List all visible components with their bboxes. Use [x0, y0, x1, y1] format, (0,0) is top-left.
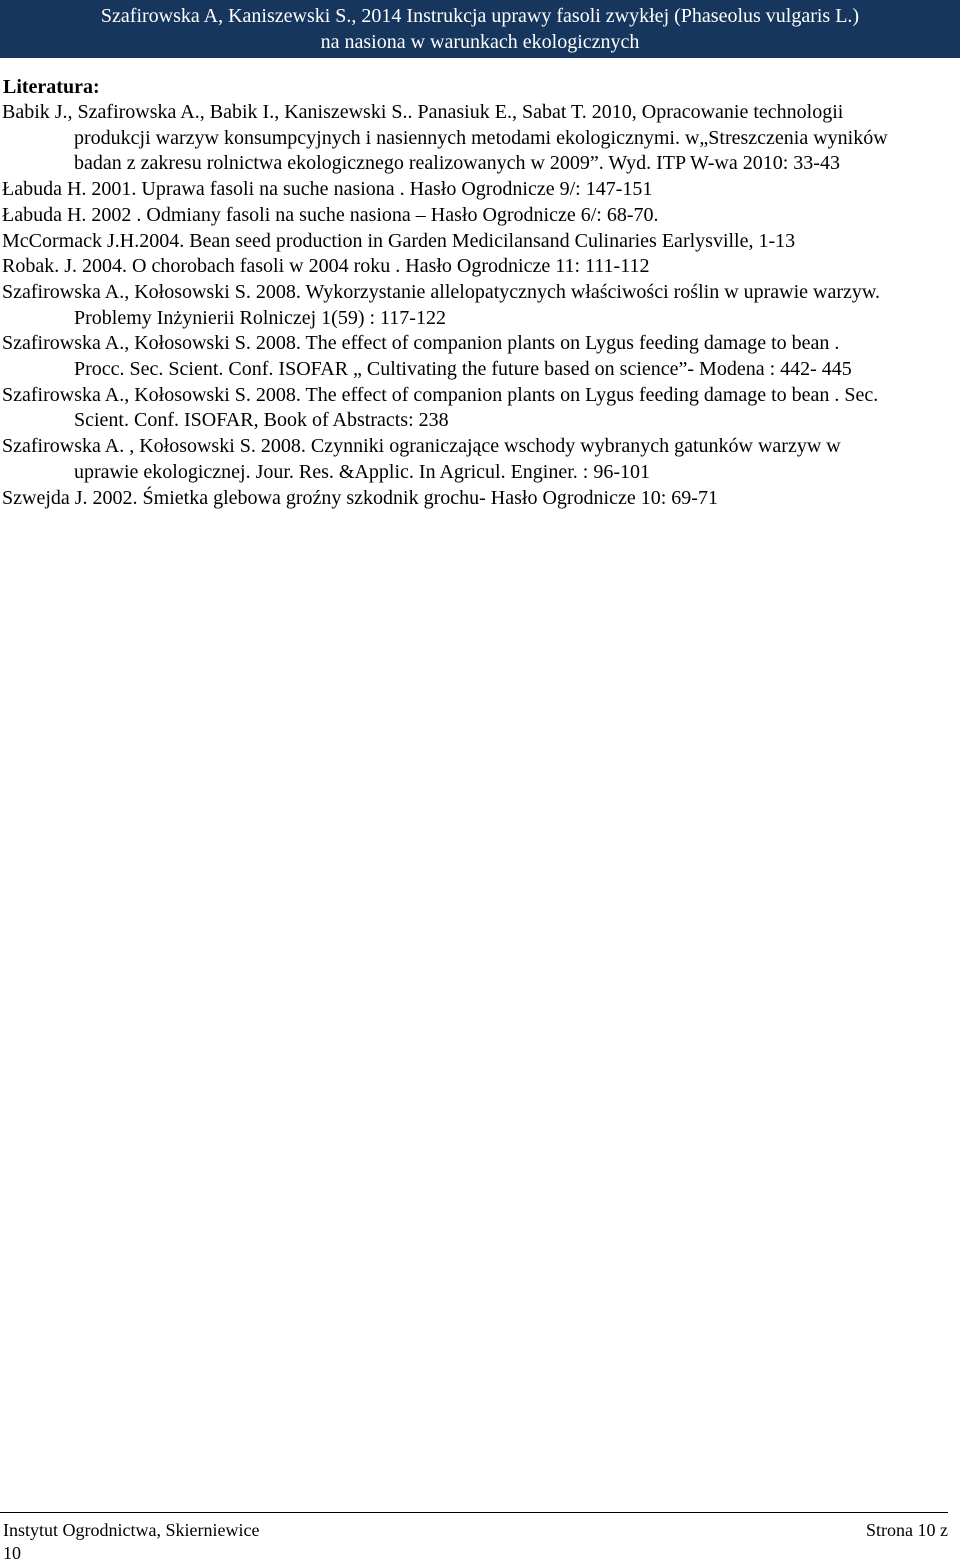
reference-item: Szafirowska A., Kołosowski S. 2008. The effect of companion plants on Lygus feeding damage to bean . Sec. Scient. Conf. ISOFAR, Book of Abstracts: 238: [2, 383, 879, 432]
footer-page-number: Strona 10 z: [866, 1520, 948, 1540]
footer-page-total: 10: [3, 1543, 21, 1563]
reference-item: Szafirowska A., Kołosowski S. 2008. The effect of companion plants on Lygus feeding damage to bean . Procc. Sec. Scient. Conf. ISOFAR „ Cultivating the future based on science”- Modena : 442- 445: [2, 332, 852, 381]
reference-item: Łabuda H. 2002 . Odmiany fasoli na suche nasiona – Hasło Ogrodnicze 6/: 68-70.: [2, 203, 659, 226]
reference-item: Babik J., Szafirowska A., Babik I., Kaniszewski S.. Panasiuk E., Sabat T. 2010, Opracowanie technologii produkcji warzyw konsumpcyjnych i nasiennych metodami ekologicznymi. w„Streszczenia wyników badan z zakresu rolnictwa ekologicznego realizowanych w 2009”. Wyd. ITP W-wa 2010: 33-43: [2, 101, 888, 175]
section-title: Literatura:: [3, 76, 100, 98]
reference-item: McCormack J.H.2004. Bean seed production in Garden Medicilansand Culinaries Earlysville, 1-13: [2, 229, 796, 252]
header-title-line-1: Szafirowska A, Kaniszewski S., 2014 Instrukcja uprawy fasoli zwykłej (Phaseolus vulgaris L.): [100, 5, 860, 27]
reference-item: Szafirowska A., Kołosowski S. 2008. Wykorzystanie allelopatycznych właściwości roślin w uprawie warzyw. Problemy Inżynierii Rolniczej 1(59) : 117-122: [2, 280, 881, 329]
footer-divider: [0, 1512, 948, 1513]
reference-item: Łabuda H. 2001. Uprawa fasoli na suche nasiona . Hasło Ogrodnicze 9/: 147-151: [2, 178, 653, 201]
footer-institute: Instytut Ogrodnictwa, Skierniewice: [3, 1520, 260, 1540]
reference-list: [0, 100, 890, 511]
reference-item: Szafirowska A. , Kołosowski S. 2008. Czynniki ograniczające wschody wybranych gatunków warzyw w uprawie ekologicznej. Jour. Res. &Applic. In Agricul. Enginer. : 96-101: [2, 435, 841, 483]
header-title-line-2: na nasiona w warunkach ekologicznych: [320, 31, 640, 53]
page-header: [0, 0, 960, 58]
reference-item: Szwejda J. 2002. Śmietka glebowa groźny szkodnik grochu- Hasło Ogrodnicze 10: 69-71: [2, 486, 718, 509]
reference-item: Robak. J. 2004. O chorobach fasoli w 2004 roku . Hasło Ogrodnicze 11: 111-112: [2, 255, 650, 278]
